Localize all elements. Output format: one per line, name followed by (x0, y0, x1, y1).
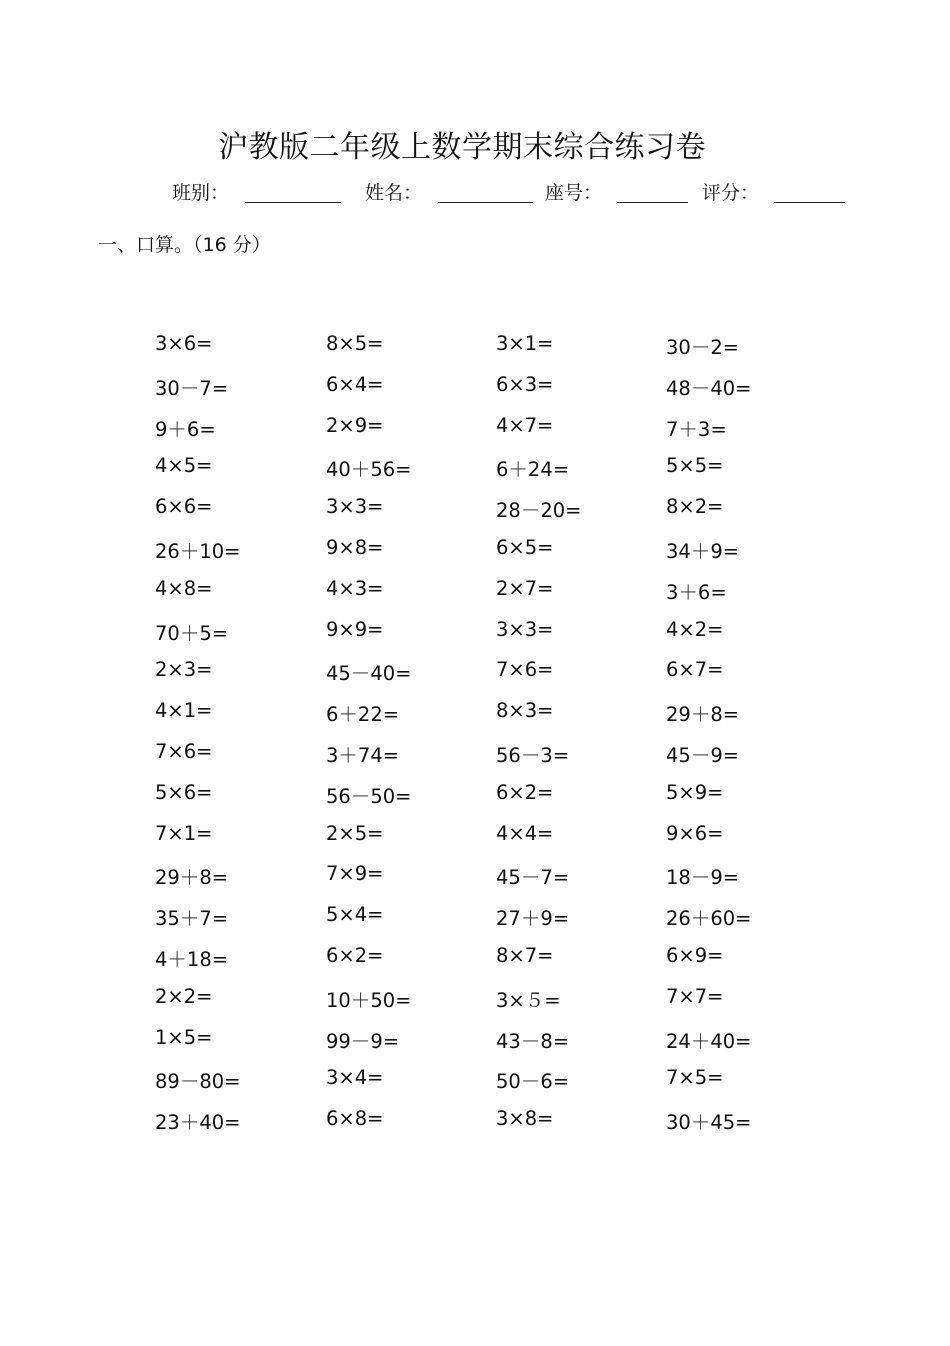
problem-item: 30－7= (155, 376, 229, 400)
problem-item: 3×3= (496, 617, 554, 641)
problem-item: 3×５= (496, 988, 561, 1012)
problem-item: 8×7= (496, 944, 554, 967)
problem-item: 3＋74= (326, 744, 400, 767)
problem-item: 3＋6= (666, 580, 727, 604)
problem-item: 56－50= (326, 784, 412, 808)
problem-item: 26＋10= (155, 540, 241, 563)
problem-item: 29＋8= (155, 866, 229, 890)
problem-item: 4×3= (326, 576, 384, 600)
problem-item: 28－20= (496, 499, 582, 523)
problem-item: 30－2= (666, 336, 740, 359)
problem-item: 29＋8= (666, 703, 740, 727)
problem-item: 23＋40= (155, 1111, 241, 1135)
problem-item: 8×5= (326, 332, 384, 355)
problem-item: 6＋24= (496, 458, 570, 482)
problem-item: 45－9= (666, 744, 740, 767)
problem-item: 2×9= (326, 413, 384, 437)
problem-item: 70＋5= (155, 621, 229, 645)
problem-item: 6×8= (326, 1107, 384, 1131)
problem-item: 35＋7= (155, 907, 229, 931)
problem-item: 30＋45= (666, 1111, 752, 1135)
problem-item: 9＋6= (155, 417, 216, 441)
problem-item: 6×2= (326, 944, 384, 967)
problem-item: 34＋9= (666, 540, 740, 563)
problem-item: 7×1= (155, 821, 213, 845)
problem-item: 3×8= (496, 1107, 554, 1131)
problem-item: 4×5= (155, 454, 213, 478)
score-blank[interactable] (774, 202, 845, 203)
student-info-row (0, 178, 950, 208)
seat-number-label: 座号： (545, 182, 603, 204)
problem-item: 7×6= (496, 658, 554, 682)
problem-item: 26＋60= (666, 907, 752, 931)
problem-item: 50－6= (496, 1070, 570, 1094)
problem-item: 6＋22= (326, 703, 400, 727)
problem-item: 6×6= (155, 495, 213, 519)
name-blank[interactable] (438, 202, 533, 203)
problem-item: 2×2= (155, 984, 213, 1008)
problem-item: 7×5= (666, 1066, 724, 1090)
name-label: 姓名： (365, 182, 423, 204)
problem-item: 4×2= (666, 617, 724, 641)
problem-item: 6×7= (666, 658, 724, 682)
problem-item: 6×4= (326, 372, 384, 396)
problem-item: 56－3= (496, 744, 570, 767)
problem-item: 48－40= (666, 376, 752, 400)
problem-item: 89－80= (155, 1070, 241, 1094)
seat-number-blank[interactable] (617, 202, 688, 203)
problem-item: 8×3= (496, 699, 554, 723)
problem-item: 99－9= (326, 1029, 400, 1053)
problem-item: 7×9= (326, 862, 384, 886)
problem-item: 3×1= (496, 332, 554, 355)
problem-item: 2×5= (326, 821, 384, 845)
problem-item: 9×8= (326, 536, 384, 559)
problem-item: 4×1= (155, 699, 213, 723)
page-title: 沪教版二年级上数学期末综合练习卷 (218, 130, 706, 165)
problem-item: 5×6= (155, 780, 213, 804)
problem-item: 9×9= (326, 617, 384, 641)
problem-item: 27＋9= (496, 907, 570, 931)
problem-item: 10＋50= (326, 988, 412, 1012)
problem-item: 7×6= (155, 740, 213, 763)
problem-item: 4×8= (155, 576, 213, 600)
problem-item: 2×7= (496, 576, 554, 600)
problem-item: 9×6= (666, 821, 724, 845)
problem-item: 3×6= (155, 332, 213, 355)
problem-item: 4×4= (496, 821, 554, 845)
score-label: 评分： (702, 182, 760, 204)
problem-item: 6×5= (496, 536, 554, 559)
problem-item: 8×2= (666, 495, 724, 519)
problem-item: 6×9= (666, 944, 724, 967)
problem-item: 5×5= (666, 454, 724, 478)
problem-item: 7＋3= (666, 417, 727, 441)
problem-item: 3×4= (326, 1066, 384, 1090)
problem-item: 45－40= (326, 662, 412, 686)
problem-item: 3×3= (326, 495, 384, 519)
problem-item: 40＋56= (326, 458, 412, 482)
problem-item: 4×7= (496, 413, 554, 437)
problem-item: 1×5= (155, 1025, 213, 1049)
problem-item: 2×3= (155, 658, 213, 682)
section-heading: 一、口算。（16 分） (98, 234, 271, 256)
problem-item: 7×7= (666, 984, 724, 1008)
problem-item: 6×2= (496, 780, 554, 804)
problem-item: 4＋18= (155, 948, 229, 971)
problem-item: 24＋40= (666, 1029, 752, 1053)
problem-item: 5×4= (326, 903, 384, 927)
class-label: 班别： (172, 182, 230, 204)
problem-item: 6×3= (496, 372, 554, 396)
class-blank[interactable] (245, 202, 341, 203)
problem-item: 5×9= (666, 780, 724, 804)
problem-item: 18－9= (666, 866, 740, 890)
problem-item: 43－8= (496, 1029, 570, 1053)
problem-item: 45－7= (496, 866, 570, 890)
